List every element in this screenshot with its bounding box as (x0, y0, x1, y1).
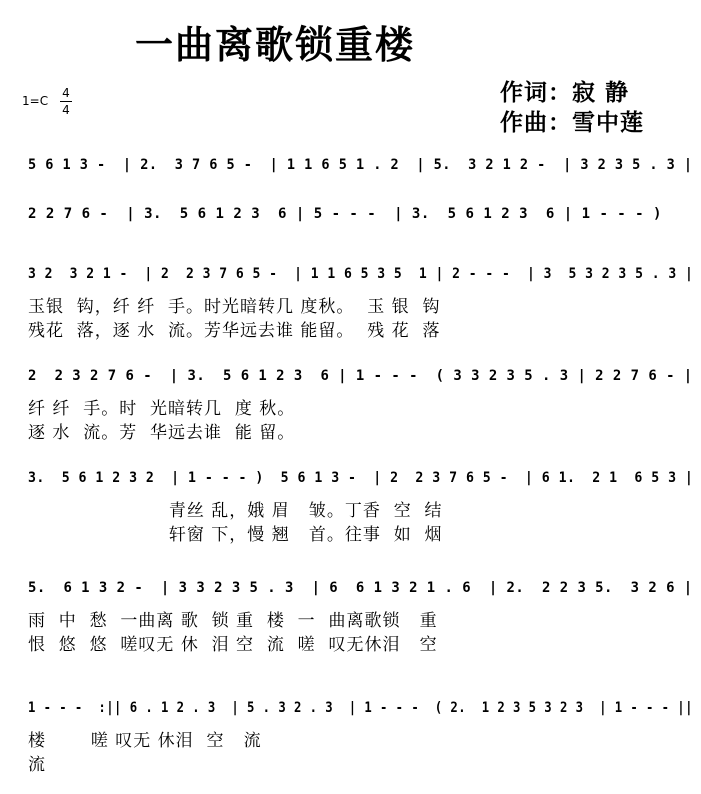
composer-credit: 作曲：雪中莲 (500, 109, 644, 136)
time-signature-top: 4 (62, 86, 70, 100)
system-2 (0, 206, 701, 266)
lyric-verse-2: 逐 水 流。芳 华远去谁 能 留。 (28, 423, 296, 443)
lyric-verse-2: 恨 悠 悠 嗟叹无 休 泪 空 流 嗟 叹无休泪 空 (28, 635, 438, 655)
lyric-verse-2: 轩窗 下，慢 翘 首。往事 如 烟 (28, 525, 443, 545)
notation-line: 2 2 7 6 - | 3. 5 6 1 2 3 6 | 5 - - - | 3. 5 6 1 2 3 6 | 1 - - - ) (28, 206, 662, 222)
song-title: 一曲离歌锁重楼 (135, 22, 416, 67)
notation-line: 3 2 3 2 1 - | 2 2 3 7 6 5 - | 1 1 6 5 3 5 1 | 2 - - - | 3 5 3 2 3 5 . 3 | (28, 266, 694, 282)
time-signature (60, 86, 72, 117)
system-7 (0, 700, 701, 775)
key-signature: 1=C (22, 94, 49, 108)
system-3 (0, 266, 701, 341)
lyric-verse-1: 楼 嗟 叹无 休泪 空 流 (28, 731, 262, 751)
time-signature-bottom: 4 (62, 103, 70, 117)
lyricist-credit: 作词：寂 静 (500, 79, 630, 106)
system-4 (0, 368, 701, 443)
notation-line: 2 2 3 2 7 6 - | 3. 5 6 1 2 3 6 | 1 - - - ( 3 3 2 3 5 . 3 | 2 2 7 6 - | (28, 368, 693, 384)
notation-line: 5 6 1 3 - | 2. 3 7 6 5 - | 1 1 6 5 1 . 2 | 5. 3 2 1 2 - | 3 2 3 5 . 3 | (28, 157, 693, 173)
lyric-verse-1: 纤 纤 手。时 光暗转几 度 秋。 (28, 399, 296, 419)
lyric-verse-2: 流 (28, 755, 46, 775)
system-6 (0, 580, 701, 655)
system-5 (0, 470, 701, 545)
notation-line: 5. 6 1 3 2 - | 3 3 2 3 5 . 3 | 6 6 1 3 2 1 . 6 | 2. 2 2 3 5. 3 2 6 | (28, 580, 693, 596)
time-signature-divider (60, 101, 72, 102)
notation-line: 3. 5 6 1 2 3 2 | 1 - - - ) 5 6 1 3 - | 2 2 3 7 6 5 - | 6 1. 2 1 6 5 3 | (28, 470, 694, 486)
lyric-verse-1: 雨 中 愁 一曲离 歌 锁 重 楼 一 曲离歌锁 重 (28, 611, 438, 631)
notation-line: 1 - - - :|| 6 . 1 2 . 3 | 5 . 3 2 . 3 | 1 - - - ( 2. 1 2 3 5 3 2 3 | 1 - - - || (28, 700, 693, 716)
lyric-verse-2: 残花 落，逐 水 流。芳华远去谁 能留。 残 花 落 (28, 321, 441, 341)
lyric-verse-1: 青丝 乱，娥 眉 皱。丁香 空 结 (28, 501, 443, 521)
lyric-verse-1: 玉银 钩，纤 纤 手。时光暗转几 度秋。 玉 银 钩 (28, 297, 441, 317)
